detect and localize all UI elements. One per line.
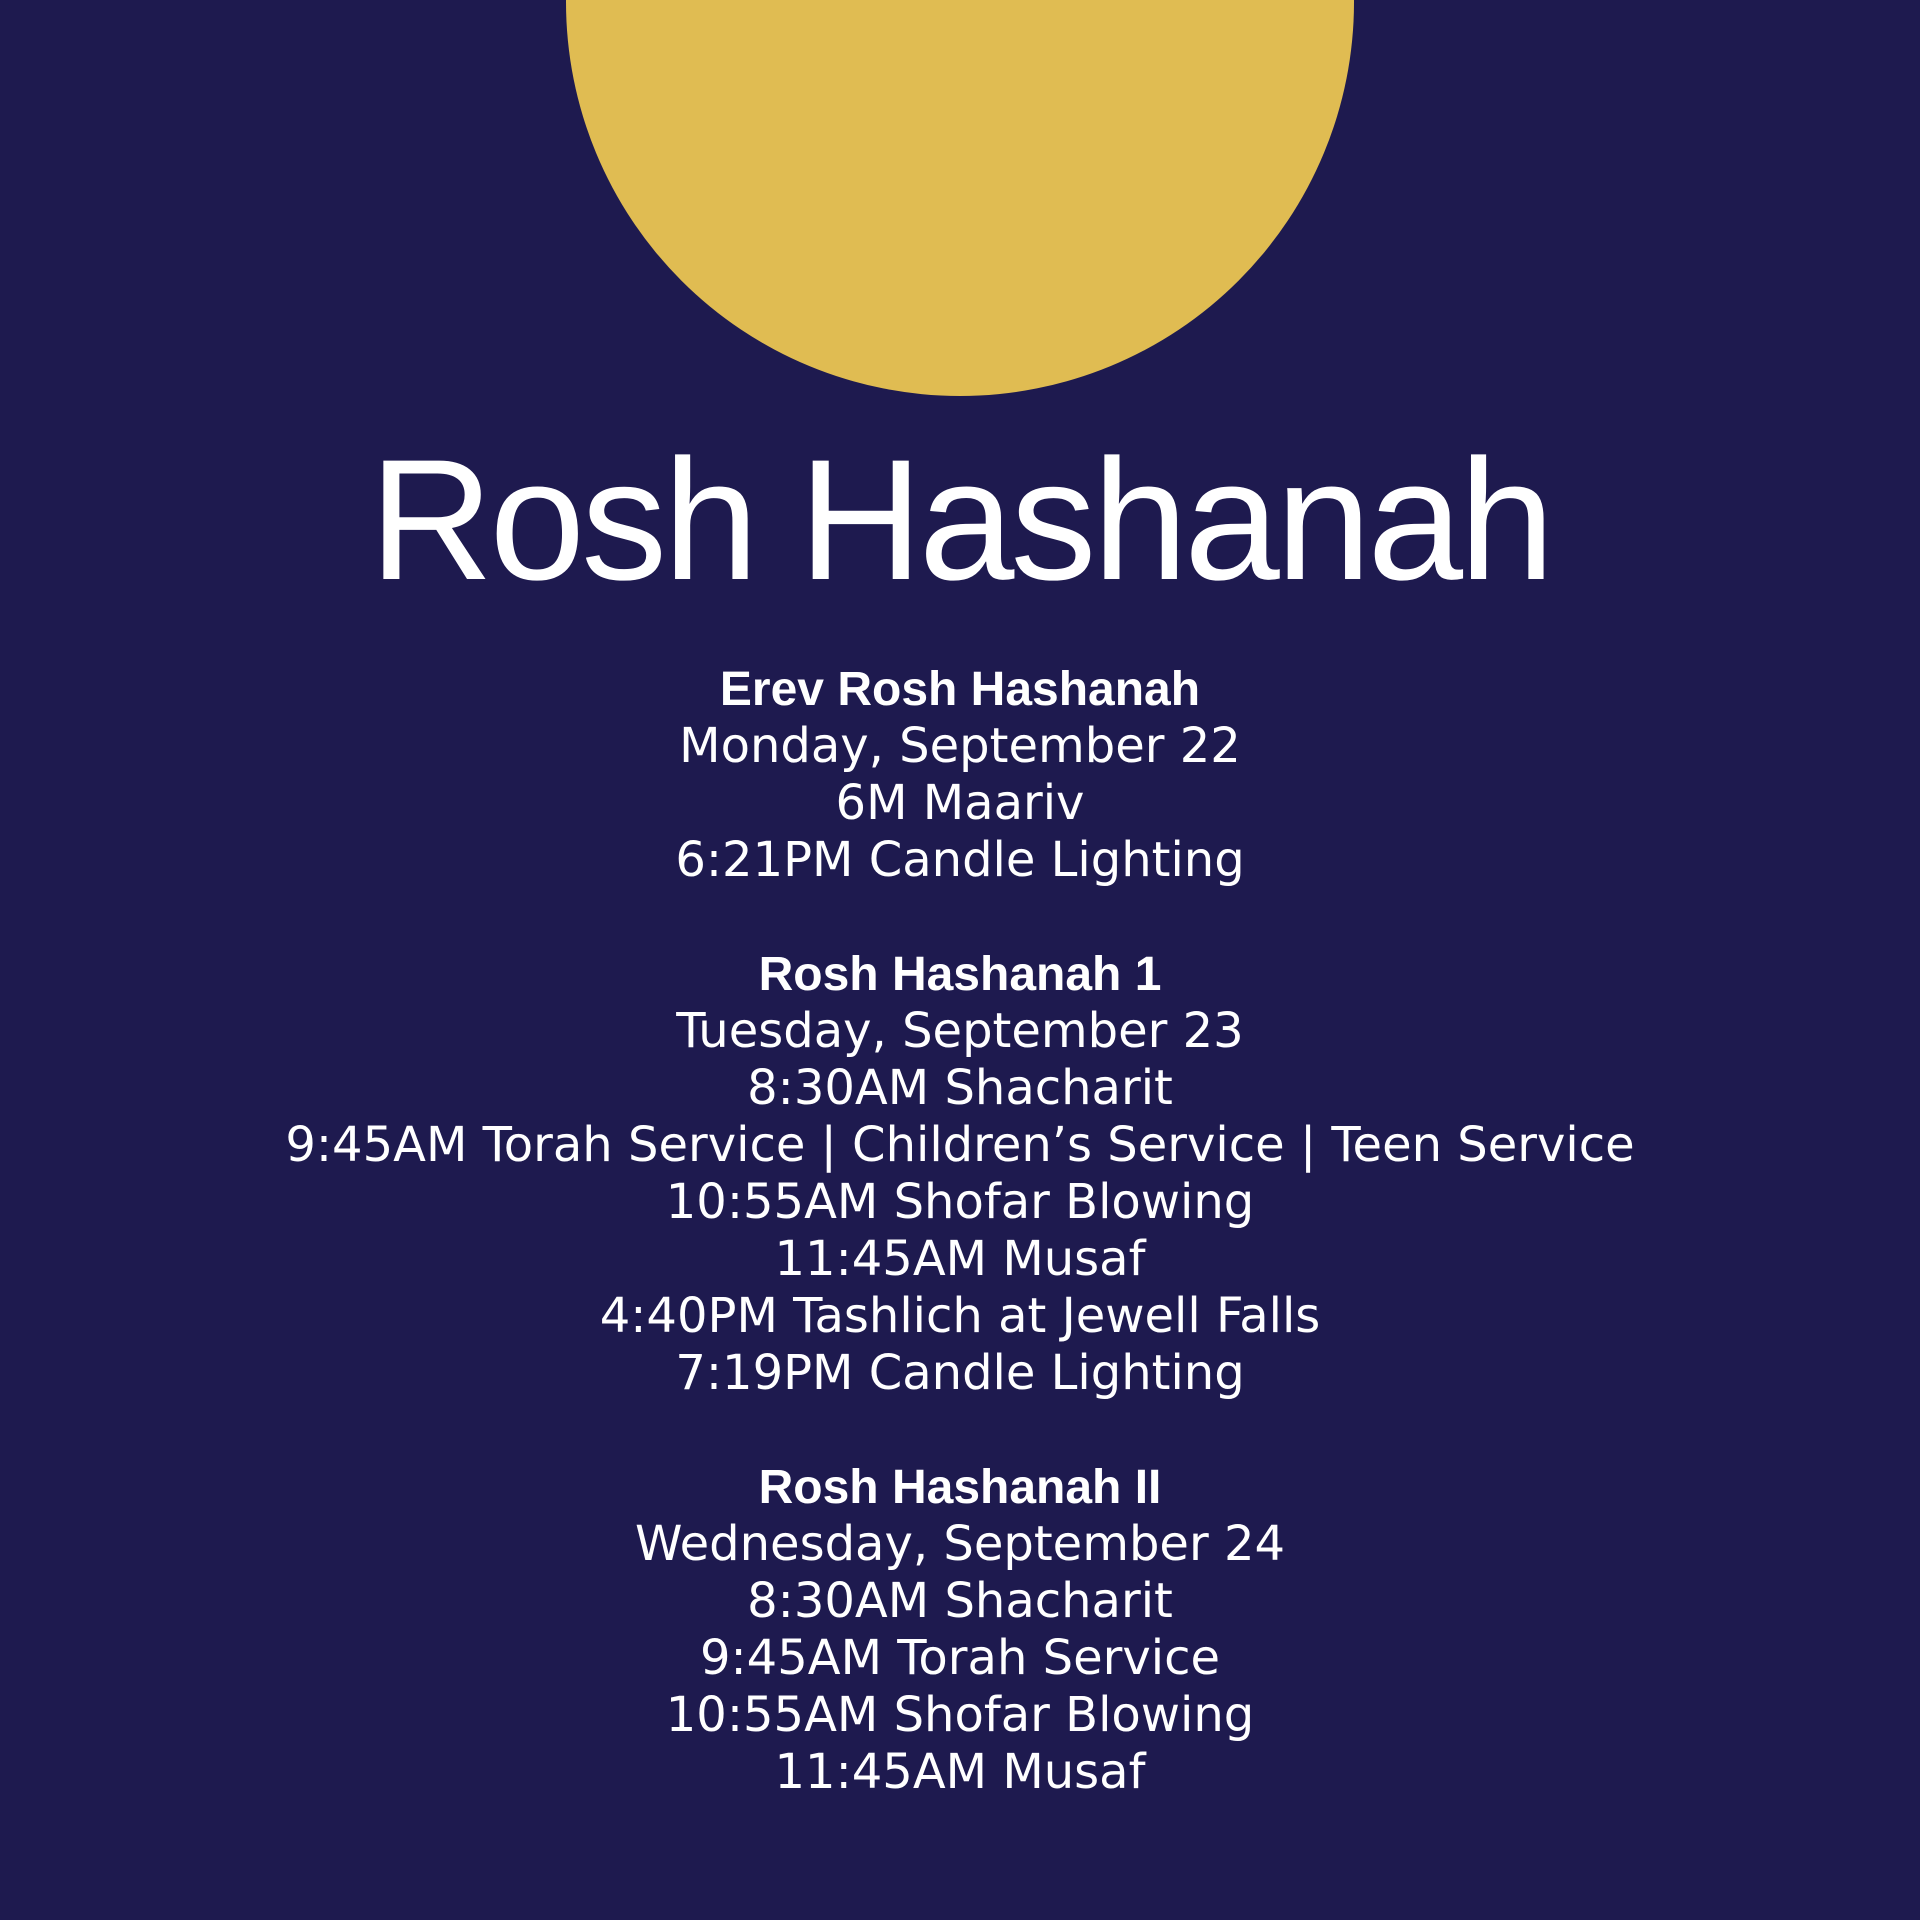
section-date: Monday, September 22 [679, 718, 1241, 774]
schedule-item: 7:19PM Candle Lighting [675, 1345, 1245, 1401]
schedule-item: 11:45AM Musaf [774, 1744, 1146, 1800]
schedule-item: 11:45AM Musaf [774, 1231, 1146, 1287]
schedule-item: 9:45AM Torah Service [699, 1630, 1221, 1686]
section-heading: Rosh Hashanah II [758, 1461, 1162, 1514]
schedule-item: 9:45AM Torah Service | Children’s Service | Teen Service [285, 1117, 1635, 1173]
schedule-item: 6:21PM Candle Lighting [675, 832, 1245, 888]
schedule [0, 661, 1920, 1858]
section-erev-rosh-hashanah [0, 661, 1920, 889]
section-date: Tuesday, September 23 [676, 1003, 1244, 1059]
schedule-item: 10:55AM Shofar Blowing [665, 1687, 1255, 1743]
section-rosh-hashanah-2 [0, 1459, 1920, 1801]
moon-circle [566, 0, 1354, 396]
schedule-item: 8:30AM Shacharit [747, 1060, 1173, 1116]
section-rosh-hashanah-1 [0, 946, 1920, 1402]
section-heading: Rosh Hashanah 1 [758, 948, 1162, 1001]
schedule-item: 6M Maariv [835, 775, 1085, 831]
schedule-item: 8:30AM Shacharit [747, 1573, 1173, 1629]
schedule-item: 10:55AM Shofar Blowing [665, 1174, 1255, 1230]
section-date: Wednesday, September 24 [634, 1516, 1286, 1572]
page-title: Rosh Hashanah [369, 424, 1551, 616]
section-heading: Erev Rosh Hashanah [719, 663, 1201, 716]
schedule-item: 4:40PM Tashlich at Jewell Falls [599, 1288, 1321, 1344]
